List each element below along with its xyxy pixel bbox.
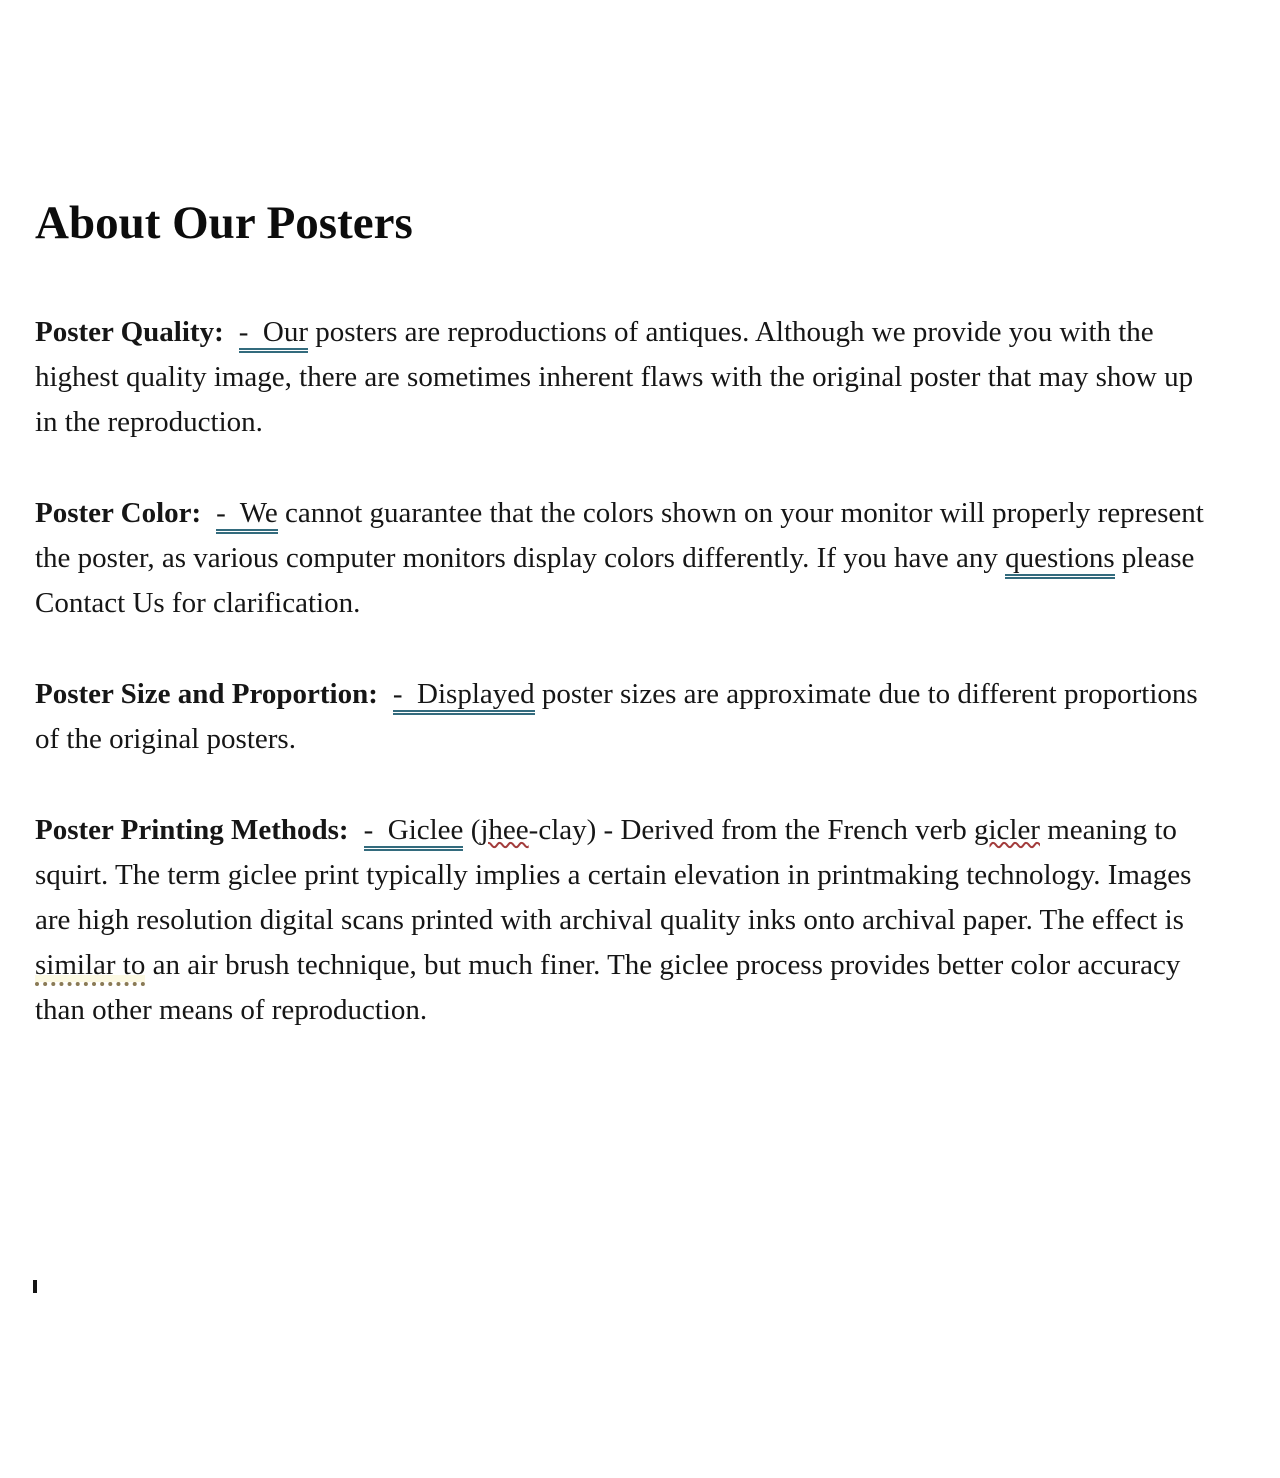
misspelled-word-gicler: gicler <box>973 813 1040 846</box>
poster-printing-text-4: an air brush technique, but much finer. The giclee process provides better color accuracy than other means of reproduction. <box>35 948 1181 1026</box>
poster-quality-text: posters are reproductions of antiques. Although we provide you with the highest quality image, there are sometimes inherent flaws with the original poster that may show up in the reproduction. <box>35 315 1194 438</box>
poster-color-link[interactable]: - We <box>216 497 278 534</box>
poster-size-link[interactable]: - Displayed <box>393 678 535 715</box>
poster-quality-heading: Poster Quality: <box>35 315 224 348</box>
poster-color-text-2: please Contact Us for clarification. <box>35 541 1195 619</box>
poster-size-text: poster sizes are approximate due to different proportions of the original posters. <box>35 677 1198 755</box>
poster-color-text-1: cannot guarantee that the colors shown on your monitor will properly represent the poster, as various computer monitors display colors differently. If you have any <box>35 496 1204 574</box>
poster-quality-link[interactable]: - Our <box>239 316 308 353</box>
poster-printing-text-1: ( <box>463 813 481 846</box>
paragraph-poster-printing <box>35 808 1220 1033</box>
paragraph-poster-quality <box>35 310 1220 445</box>
misspelled-word-jhee: jhee <box>480 813 529 846</box>
poster-color-heading: Poster Color: <box>35 496 202 529</box>
text-cursor-artifact <box>33 1280 37 1293</box>
document-body <box>0 198 1280 1033</box>
poster-printing-text-3: meaning to squirt. The term giclee print typically implies a certain elevation in printmaking technology. Images are high resolution digital scans printed with archival quality inks onto archival paper. The effect is <box>35 813 1192 936</box>
paragraph-poster-size <box>35 672 1220 762</box>
paragraph-poster-color <box>35 491 1220 626</box>
poster-size-heading: Poster Size and Proportion: <box>35 677 378 710</box>
questions-link[interactable]: questions <box>1005 542 1115 579</box>
page-title: About Our Posters <box>35 197 413 249</box>
poster-printing-heading: Poster Printing Methods: <box>35 813 349 846</box>
poster-printing-link[interactable]: - Giclee <box>364 814 464 851</box>
poster-printing-text-2: -clay) - Derived from the French verb <box>528 813 974 846</box>
grammar-flagged-phrase: similar to <box>35 949 145 986</box>
page-root <box>0 198 1280 1478</box>
